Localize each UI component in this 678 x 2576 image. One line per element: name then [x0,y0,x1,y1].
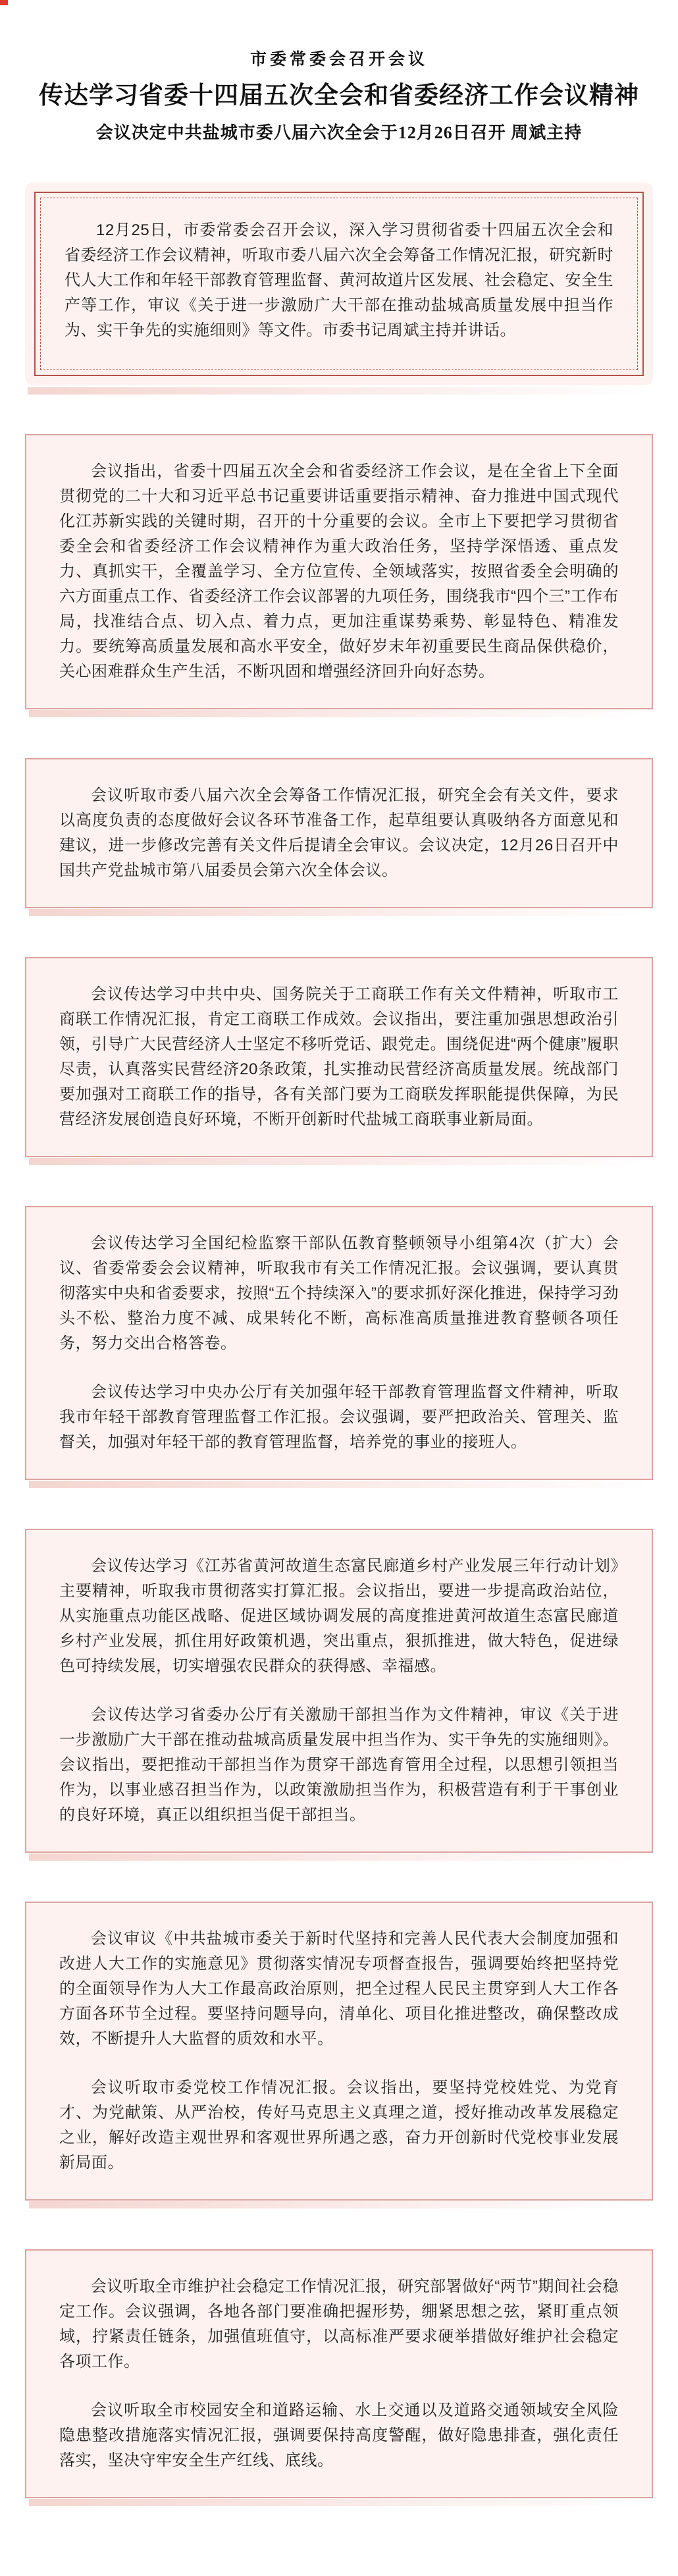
section-box [25,434,653,709]
paragraph: 会议传达学习中央办公厅有关加强年轻干部教育管理监督文件精神，听取我市年轻干部教育管理监督工作汇报。会议强调，要严把政治关、管理关、监督关，加强对年轻干部的教育管理监督，培养党的事业的接班人。 [59,1383,619,1451]
paragraph: 会议听取全市维护社会稳定工作情况汇报，研究部署做好“两节”期间社会稳定工作。会议强调，各地各部门要准确把握形势，绷紧思想之弦，紧盯重点领域，拧紧责任链条，加强值班值守，以高标准严要求硬举措做好维护社会稳定各项工作。 [59,2278,619,2370]
paragraph: 会议听取市委党校工作情况汇报。会议指出，要坚持党校姓党、为党育才、为党献策、从严治校，传好马克思主义真理之道，授好推动改革发展稳定之业，解好改造主观世界和客观世界所遇之惑，奋力开创新时代党校事业发展新局面。 [59,2079,619,2172]
paragraph: 会议听取市委八届六次全会筹备工作情况汇报，研究全会有关文件，要求以高度负责的态度做好会议各环节准备工作，起草组要认真吸纳各方面意见和建议，进一步修改完善有关文件后提请全会审议。会议决定，12月26日召开中国共产党盐城市第八届委员会第六次全体会议。 [59,786,619,879]
section-box [25,957,653,1157]
corner-marker [0,0,8,5]
article-body [0,182,678,2576]
paragraph: 会议指出，省委十四届五次全会和省委经济工作会议，是在全省上下全面贯彻党的二十大和习近平总书记重要讲话重要指示精神、奋力推进中国式现代化江苏新实践的关键时期，召开的十分重要的会议。全市上下要把学习贯彻省委全会和省委经济工作会议精神作为重大政治任务，坚持学深悟透、重点发力、真抓实干，全覆盖学习、全方位宣传、全领域落实，按照省委全会明确的六方面重点工作、省委经济工作会议部署的九项任务，围绕我市“四个三”工作布局，找准结合点、切入点、着力点，更加注重谋势乘势、彰显特色、精准发力。要统筹高质量发展和高水平安全，做好岁末年初重要民生商品保供稳价，关心困难群众生产生活，不断巩固和增强经济回升向好态势。 [59,462,619,680]
paragraph: 会议传达学习全国纪检监察干部队伍教育整顿领导小组第4次（扩大）会议、省委常委会会议精神，听取我市有关工作情况汇报。会议强调，要认真贯彻落实中央和省委要求，按照“五个持续深入”的要求抓好深化推进，保持学习劲头不松、整治力度不减、成果转化不断，高标准高质量推进教育整顿各项任务，努力交出合格答卷。 [59,1234,619,1352]
paragraph: 12月25日，市委常委会召开会议，深入学习贯彻省委十四届五次全会和省委经济工作会议精神，听取市委八届六次全会筹备工作情况汇报，研究新时代人大工作和年轻干部教育管理监督、黄河故道片区发展、社会稳定、安全生产等工作，审议《关于进一步激励广大干部在推动盐城高质量发展中担当作为、实干争先的实施细则》等文件。市委书记周斌主持并讲话。 [65,221,613,339]
section-box [25,1529,653,1853]
article-header [0,0,678,144]
paragraph: 会议审议《中共盐城市委关于新时代坚持和完善人民代表大会制度加强和改进人大工作的实施意见》贯彻落实情况专项督查报告，强调要始终把坚持党的全面领导作为人大工作最高政治原则，把全过程人民民主贯穿到人大工作各方面各环节全过程。要坚持问题导向，清单化、项目化推进整改，确保整改成效，不断提升人大监督的质效和水平。 [59,1930,619,2048]
section-box [25,1902,653,2201]
section-box-lead [25,182,653,385]
article-title: 传达学习省委十四届五次全会和省委经济工作会议精神 [39,82,639,109]
section-box [25,1206,653,1480]
lead-solid-border [34,192,644,376]
paragraph: 会议传达学习《江苏省黄河故道生态富民廊道乡村产业发展三年行动计划》主要精神，听取我市贯彻落实打算汇报。会议指出，要进一步提高政治站位，从实施重点功能区战略、促进区域协调发展的高度推进黄河故道生态富民廊道乡村产业发展，抓住用好政策机遇，突出重点，狠抓推进，做大特色，促进绿色可持续发展，切实增强农民群众的获得感、幸福感。 [59,1557,619,1675]
section-box [25,2249,653,2498]
lead-dashed-border [40,198,638,370]
paragraph: 会议传达学习省委办公厅有关激励干部担当作为文件精神，审议《关于进一步激励广大干部在推动盐城高质量发展中担当作为、实干争先的实施细则》。会议指出，要把推动干部担当作为贯穿干部选育管用全过程，以思想引领担当作为，以事业感召担当作为，以政策激励担当作为，积极营造有利于干事创业的良好环境，真正以组织担当促干部担当。 [59,1706,619,1824]
article-subtitle: 会议决定中共盐城市委八届六次全会于12月26日召开 周斌主持 [95,123,583,142]
section-box [25,758,653,908]
paragraph: 会议传达学习中共中央、国务院关于工商联工作有关文件精神，听取市工商联工作情况汇报，肯定工商联工作成效。会议指出，要注重加强思想政治引领，引导广大民营经济人士坚定不移听党话、跟党走。围绕促进“两个健康”履职尽责，认真落实民营经济20条政策，扎实推动民营经济高质量发展。统战部门要加强对工商联工作的指导，各有关部门要为工商联发挥职能提供保障，为民营经济发展创造良好环境，不断开创新时代盐城工商联事业新局面。 [59,985,619,1128]
article-kicker: 市委常委会召开会议 [249,51,428,69]
paragraph: 会议听取全市校园安全和道路运输、水上交通以及道路交通领域安全风险隐患整改措施落实情况汇报，强调要保持高度警醒，做好隐患排查，强化责任落实，坚决守牢安全生产红线、底线。 [59,2401,619,2469]
